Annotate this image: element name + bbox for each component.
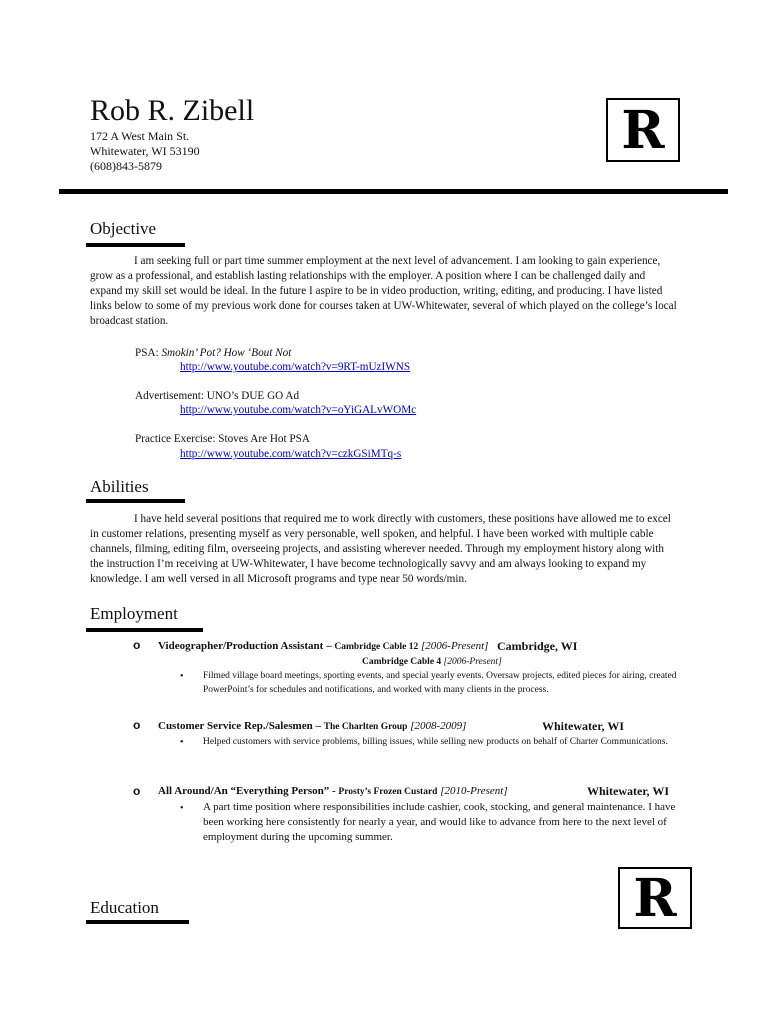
psa-link[interactable]: http://www.youtube.com/watch?v=9RT-mUzIWNS	[180, 361, 411, 373]
address-line-2: Whitewater, WI 53190	[90, 144, 200, 158]
job-3-title: All Around/An “Everything Person” - Prosty’s Frozen Custard [2010-Present]	[158, 785, 508, 797]
practice-exercise-link[interactable]: http://www.youtube.com/watch?v=czkGSiMTq-s	[180, 448, 402, 460]
advertisement-label: Advertisement: UNO’s DUE GO Ad	[135, 390, 300, 402]
abilities-underline	[86, 499, 185, 503]
job-1-location: Cambridge, WI	[497, 639, 578, 653]
candidate-name: Rob R. Zibell	[90, 94, 255, 127]
job-1-dates: [2006-Present]	[418, 640, 489, 652]
job-3-location: Whitewater, WI	[587, 784, 669, 798]
job-1-secondary-employer: Cambridge Cable 4 [2006-Present]	[362, 657, 502, 667]
psa-label: PSA: Smokin’ Pot? How ‘Bout Not	[135, 347, 292, 359]
practice-exercise-label: Practice Exercise: Stoves Are Hot PSA	[135, 433, 310, 445]
job-2-bullet: o	[133, 718, 141, 732]
objective-underline	[86, 243, 185, 247]
job-3-description: A part time position where responsibilities include cashier, cook, stocking, and general maintenance. I have been working here consistently for nearly a year, and would like to advance from here to the next level of employment during the upcoming summer.	[203, 801, 676, 843]
job-1-description: Filmed village board meetings, sporting events, and special yearly events. Oversaw projects, edited pieces for airing, created PowerPoint’s for schedules and notifications, and worked with many clients in the process.	[203, 671, 677, 695]
job-3-desc-bullet: •	[180, 803, 184, 814]
r-logo-icon: R	[606, 98, 680, 162]
practice-exercise-title: Stoves Are Hot PSA	[218, 433, 310, 445]
education-underline	[86, 920, 189, 924]
education-heading: Education	[90, 898, 159, 917]
job-3-dates: [2010-Present]	[437, 785, 508, 797]
job-3-bullet: o	[133, 784, 141, 798]
advertisement-link[interactable]: http://www.youtube.com/watch?v=oYiGALvWOMc	[180, 404, 417, 416]
advertisement-title: UNO’s DUE GO Ad	[206, 390, 300, 402]
job-1-employer: Cambridge Cable 12	[334, 642, 419, 652]
abilities-text: I have held several positions that required me to work directly with customers, these positions have allowed me to excel in customer relations, presenting myself as very personable, well spoken, and helpful. I have been worked with multiple cable channels, filming, editing film, overseeing projects, and assisting wherever needed. Through my employment history along with the instruction I’m receiving at UW-Whitewater, I have become technologically savvy and am always looking to expand my knowledge. I am well versed in all Microsoft programs and type near 50 words/min.	[90, 513, 671, 585]
job-3-employer: Prosty’s Frozen Custard	[338, 787, 438, 797]
job-1-title: Videographer/Production Assistant – Cambridge Cable 12 [2006-Present]	[158, 640, 489, 652]
objective-paragraph	[90, 254, 680, 329]
abilities-paragraph	[90, 512, 680, 587]
job-2-location: Whitewater, WI	[542, 719, 624, 733]
objective-heading: Objective	[90, 219, 157, 238]
job-2-dates: [2008-2009]	[407, 720, 467, 732]
employment-underline	[86, 628, 203, 632]
abilities-heading: Abilities	[90, 477, 149, 496]
employment-heading: Employment	[90, 604, 178, 623]
psa-title: Smokin’ Pot? How ‘Bout Not	[161, 347, 292, 359]
job-2-description: Helped customers with service problems, billing issues, while selling new products on behalf of Charter Communications.	[203, 737, 668, 747]
header-divider	[59, 189, 728, 194]
job-2-employer: The Charlten Group	[323, 722, 408, 732]
address-line-1: 172 A West Main St.	[90, 129, 190, 143]
objective-text: I am seeking full or part time summer employment at the next level of advancement. I am looking to gain experience, grow as a professional, and establish lasting relationships with the employer. A position where I can be challenged daily and expand my skill set would be ideal. In the future I aspire to be in video production, writing, editing, and producing. I have listed links below to some of my previous work done for courses taken at UW-Whitewater, several of which played on the college’s local broadcast station.	[90, 255, 677, 327]
job-2-desc-bullet: •	[180, 737, 184, 748]
job-1-bullet: o	[133, 638, 141, 652]
r-logo-icon: R	[618, 867, 692, 929]
job-1-desc-bullet: •	[180, 671, 184, 682]
phone-number: (608)843-5879	[90, 159, 162, 173]
job-2-title: Customer Service Rep./Salesmen – The Charlten Group [2008-2009]	[158, 720, 467, 732]
